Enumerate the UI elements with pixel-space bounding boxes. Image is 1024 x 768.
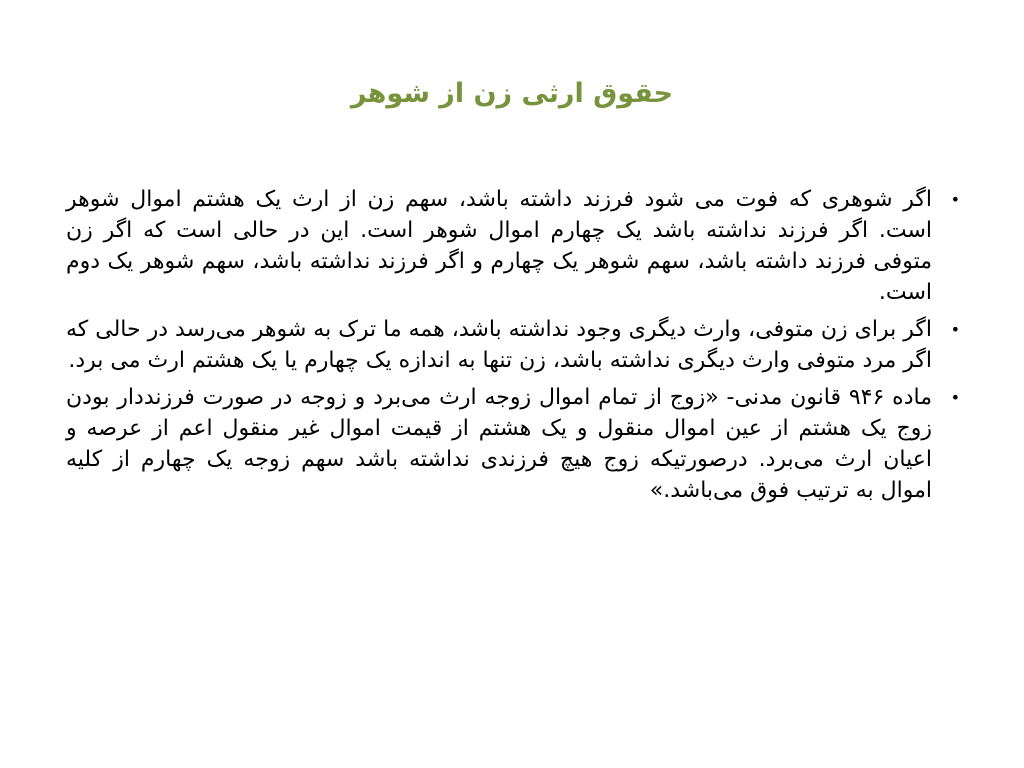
slide-title: حقوق ارثی زن از شوهر [350, 78, 674, 109]
bullet-dot-icon: • [950, 320, 960, 339]
bullet-item-1 [66, 184, 966, 308]
bullet-text: اگر برای زن متوفی، وارث دیگری وجود نداشته باشد، همه ما ترک به شوهر می‌رسد در حالی که اگر مرد متوفی وارث دیگری نداشته باشد، زن تنها به اندازه یک چهارم یا یک هشتم ارث می برد. [66, 317, 932, 373]
bullet-list [66, 184, 966, 512]
bullet-dot-icon: • [950, 190, 960, 209]
bullet-text: اگر شوهری که فوت می شود فرزند داشته باشد، سهم زن از ارث یک هشتم اموال شوهر است. اگر فرزند نداشته باشد یک چهارم اموال شوهر است. این در حالی است که اگر زن متوفی فرزند داشته باشد، سهم شوهر یک چهارم و اگر فرزند نداشته باشد، سهم شوهر یک دوم است. [66, 187, 932, 305]
bullet-text: ماده ۹۴۶ قانون مدنی- «زوج از تمام اموال زوجه ارث می‌برد و زوجه در صورت فرزنددار بودن زوج یک هشتم از عین اموال منقول و یک هشتم از قیمت اموال غیر منقول اعم از عرصه و اعیان ارث می‌برد. درصورتیکه زوج هیچ فرزندی نداشته باشد سهم زوجه یک چهارم از کلیه اموال به ترتیب فوق می‌باشد.» [66, 385, 932, 503]
bullet-item-2 [66, 314, 966, 376]
bullet-item-3 [66, 382, 966, 506]
bullet-dot-icon: • [950, 388, 960, 407]
